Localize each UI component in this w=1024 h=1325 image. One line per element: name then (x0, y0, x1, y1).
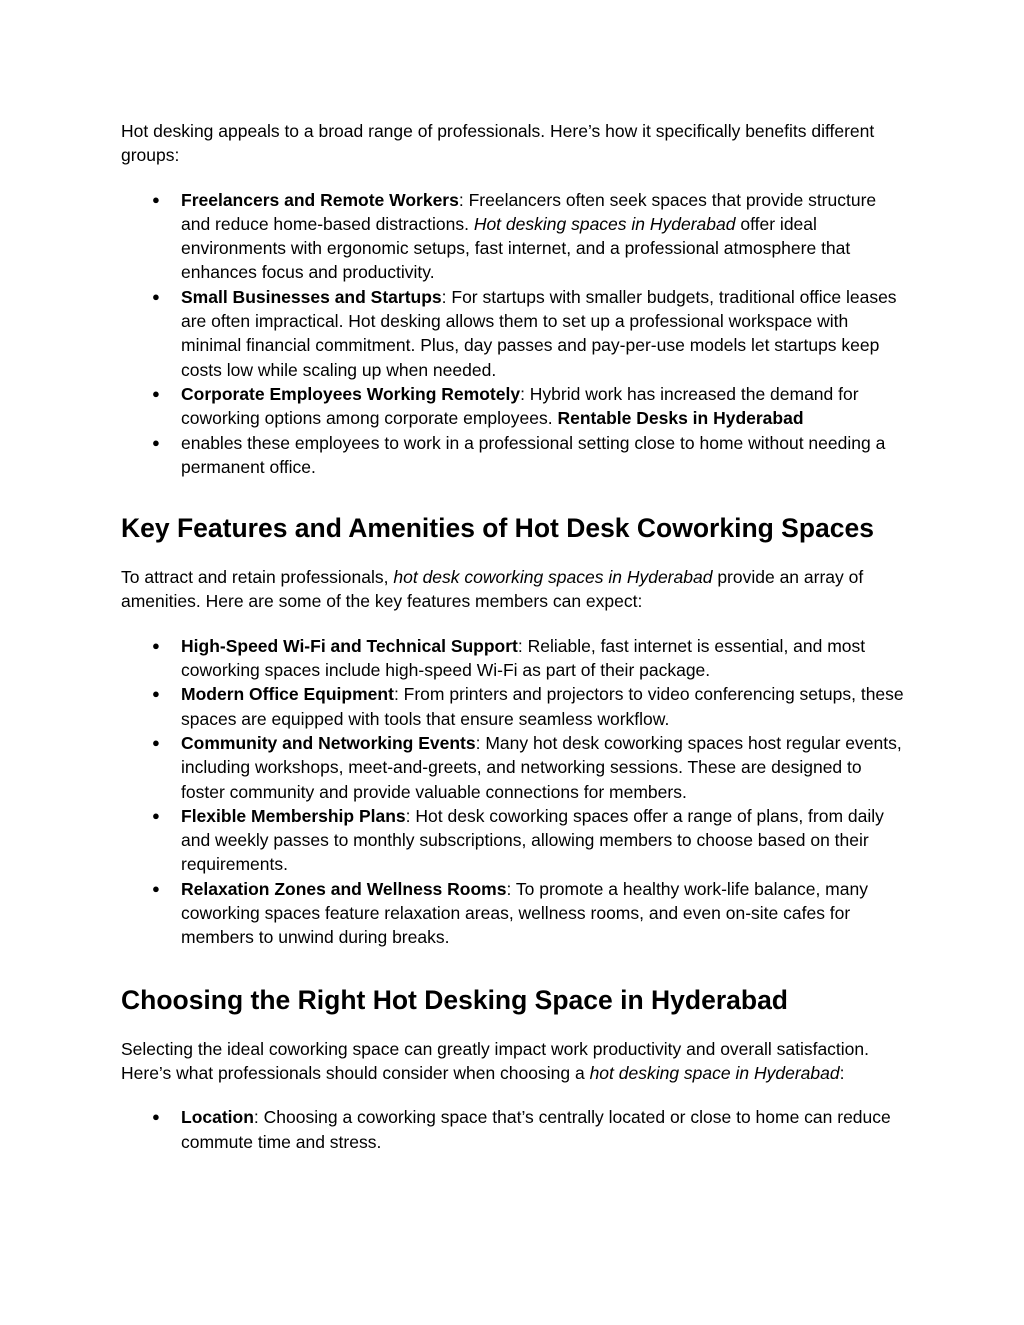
section-paragraph (121, 1037, 907, 1086)
features-list (121, 634, 907, 950)
bullet-icon: ● (152, 1109, 160, 1125)
section-paragraph (121, 565, 907, 614)
list-item-text: : Choosing a coworking space that’s centrally located or close to home can reduce commute time and stress. (181, 1107, 891, 1152)
list-item-text: : Reliable, fast internet is essential, and most coworking spaces include high-speed Wi-Fi as part of their package. (181, 635, 866, 681)
list-item-text: : From printers and projectors to video conferencing setups, these spaces are equipped with tools that ensure seamless workflow. (181, 684, 904, 729)
list-item-term: Location (181, 1107, 254, 1128)
bullet-icon: ● (152, 637, 160, 653)
criteria-list (121, 1105, 907, 1154)
list-item (121, 1105, 907, 1154)
list-item-term: High-Speed Wi-Fi and Technical Support (181, 635, 518, 656)
bullet-icon: ● (152, 288, 160, 304)
bullet-icon: ● (152, 191, 160, 207)
list-item-term: Modern Office Equipment (181, 684, 394, 705)
paragraph-emphasis: hot desking space in Hyderabad (589, 1062, 840, 1083)
list-item (121, 431, 907, 480)
intro-paragraph: Hot desking appeals to a broad range of professionals. Here’s how it specifically benefits different groups: (121, 121, 875, 166)
list-item (121, 682, 907, 731)
list-item-term: Small Businesses and Startups (181, 286, 442, 307)
bullet-icon: ● (152, 434, 160, 450)
paragraph-emphasis: hot desk coworking spaces in Hyderabad (393, 567, 713, 588)
list-item-text: offer ideal environments with ergonomic setups, fast internet, and a professional atmosphere that enhances focus and productivity. (181, 213, 851, 283)
list-item-term: Relaxation Zones and Wellness Rooms (181, 878, 507, 899)
list-item (121, 285, 907, 382)
paragraph-text: : (839, 1062, 845, 1083)
list-item-text: : For startups with smaller budgets, traditional office leases are often impractical. Hot desking allows them to set up a professional workspace with minimal financial commitment. Plus, day passes and pay-per-use models let startups keep costs low while scaling up when needed. (181, 286, 897, 380)
list-item-term: Community and Networking Events (181, 732, 476, 753)
paragraph-text: Selecting the ideal coworking space can greatly impact work productivity and overall satisfaction. Here’s what professionals should consider when choosing a (121, 1038, 870, 1083)
list-item (121, 382, 907, 431)
list-item (121, 877, 907, 950)
list-item-text: : Hot desk coworking spaces offer a range of plans, from daily and weekly passes to monthly subscriptions, allowing members to choose based on their requirements. (181, 805, 884, 875)
list-item-term: Freelancers and Remote Workers (181, 189, 459, 210)
list-item (121, 731, 907, 804)
list-item-emphasis: Hot desking spaces in Hyderabad (473, 213, 736, 234)
list-item-text: : Freelancers often seek spaces that provide structure and reduce home-based distractions. (181, 189, 877, 234)
groups-list (121, 188, 907, 480)
section-heading: Key Features and Amenities of Hot Desk Coworking Spaces (121, 513, 874, 544)
bullet-icon: ● (152, 734, 160, 750)
list-item (121, 804, 907, 877)
bullet-icon: ● (152, 880, 160, 896)
list-item-term: Flexible Membership Plans (181, 805, 406, 826)
list-item-text: : To promote a healthy work-life balance, many coworking spaces feature relaxation areas, wellness rooms, and even on-site cafes for members to unwind during breaks. (181, 878, 868, 948)
list-item-bold-text: Rentable Desks in Hyderabad (557, 408, 804, 429)
bullet-icon: ● (152, 807, 160, 823)
list-item-term: Corporate Employees Working Remotely (181, 383, 521, 404)
bullet-icon: ● (152, 385, 160, 401)
document-page (121, 119, 907, 1154)
list-item-text: : Many hot desk coworking spaces host regular events, including workshops, meet-and-greets, and networking sessions. These are designed to foster community and provide valuable connections for members. (181, 732, 902, 802)
section-heading: Choosing the Right Hot Desking Space in Hyderabad (121, 984, 788, 1015)
list-item (121, 634, 907, 683)
bullet-icon: ● (152, 686, 160, 702)
paragraph-text: provide an array of amenities. Here are some of the key features members can expect: (121, 567, 864, 612)
list-item-text: : Hybrid work has increased the demand for coworking options among corporate employees. (181, 383, 859, 429)
list-item (121, 188, 907, 285)
paragraph-text: To attract and retain professionals, (121, 567, 394, 588)
list-item-text: enables these employees to work in a professional setting close to home without needing a permanent office. (181, 432, 886, 477)
